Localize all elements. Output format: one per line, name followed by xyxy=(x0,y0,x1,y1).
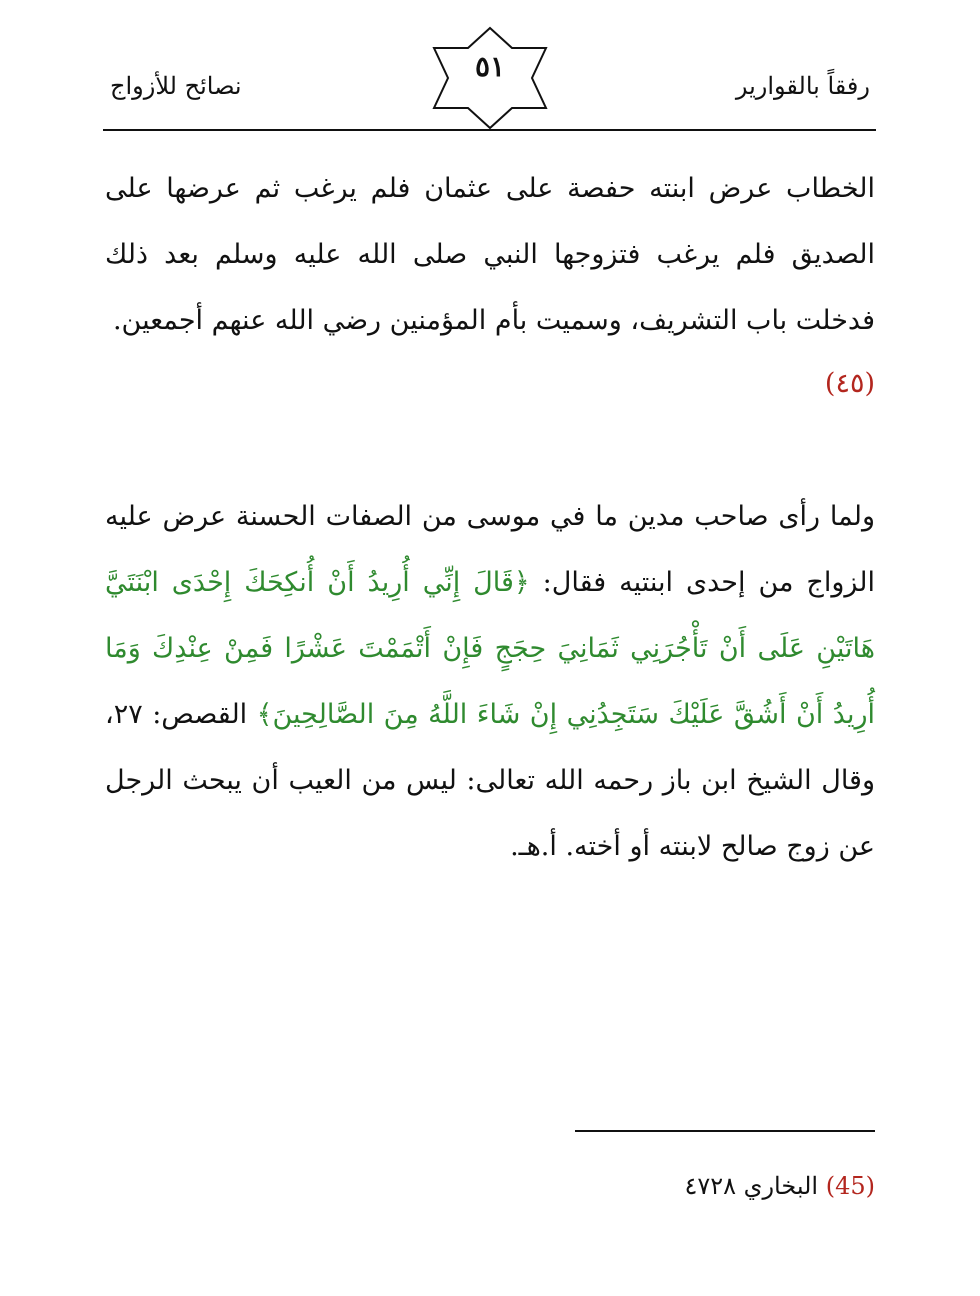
footnote xyxy=(684,1172,875,1200)
verse-close-ornament: ﴾ xyxy=(256,699,273,730)
footnote-reference-45: (٤٥) xyxy=(824,368,875,399)
paragraph-1: الخطاب عرض ابنته حفصة على عثمان فلم يرغب ثم عرضها على الصديق فلم يرغب فتزوجها النبي صلى الله عليه وسلم بعد ذلك فدخلت باب التشريف، وسميت بأم المؤمنين رضي الله عنهم أجمعين. xyxy=(105,173,875,336)
paragraph-2-intro: ولما رأى صاحب مدين ما في موسى من الصفات الحسنة عرض عليه الزواج من إحدى ابنتيه فقال: xyxy=(105,501,875,598)
footnote-text: البخاري ٤٧٢٨ xyxy=(684,1172,826,1200)
footnote-divider xyxy=(575,1130,875,1132)
book-subtitle: نصائح للأزواج xyxy=(110,72,242,100)
page-number: ٥١ xyxy=(474,50,506,83)
book-title: رفقاً بالقوارير xyxy=(735,72,870,100)
page-header xyxy=(0,0,980,135)
verse-citation: القصص: ٢٧، xyxy=(105,699,257,730)
quran-verse: قَالَ إِنِّي أُرِيدُ أَنْ أُنكِحَكَ إِحْدَى ابْنَتَيَّ هَاتَيْنِ عَلَى أَنْ تَأْجُرَنِي ثَمَانِيَ حِجَجٍ فَإِنْ أَتْمَمْتَ عَشْرًا فَمِنْ عِنْدِكَ وَمَا أُرِيدُ أَنْ أَشُقَّ عَلَيْكَ سَتَجِدُنِي إِنْ شَاءَ اللَّهُ مِنَ الصَّالِحِينَ xyxy=(105,567,876,730)
verse-open-ornament: ﴿ xyxy=(513,567,530,598)
footnote-number: (45) xyxy=(825,1172,875,1200)
header-divider xyxy=(103,129,876,131)
paragraph-2 xyxy=(105,484,875,880)
scholar-quote: وقال الشيخ ابن باز رحمه الله تعالى: ليس من العيب أن يبحث الرجل عن زوج صالح لابنته أو أخته. أ.هـ. xyxy=(105,765,875,862)
